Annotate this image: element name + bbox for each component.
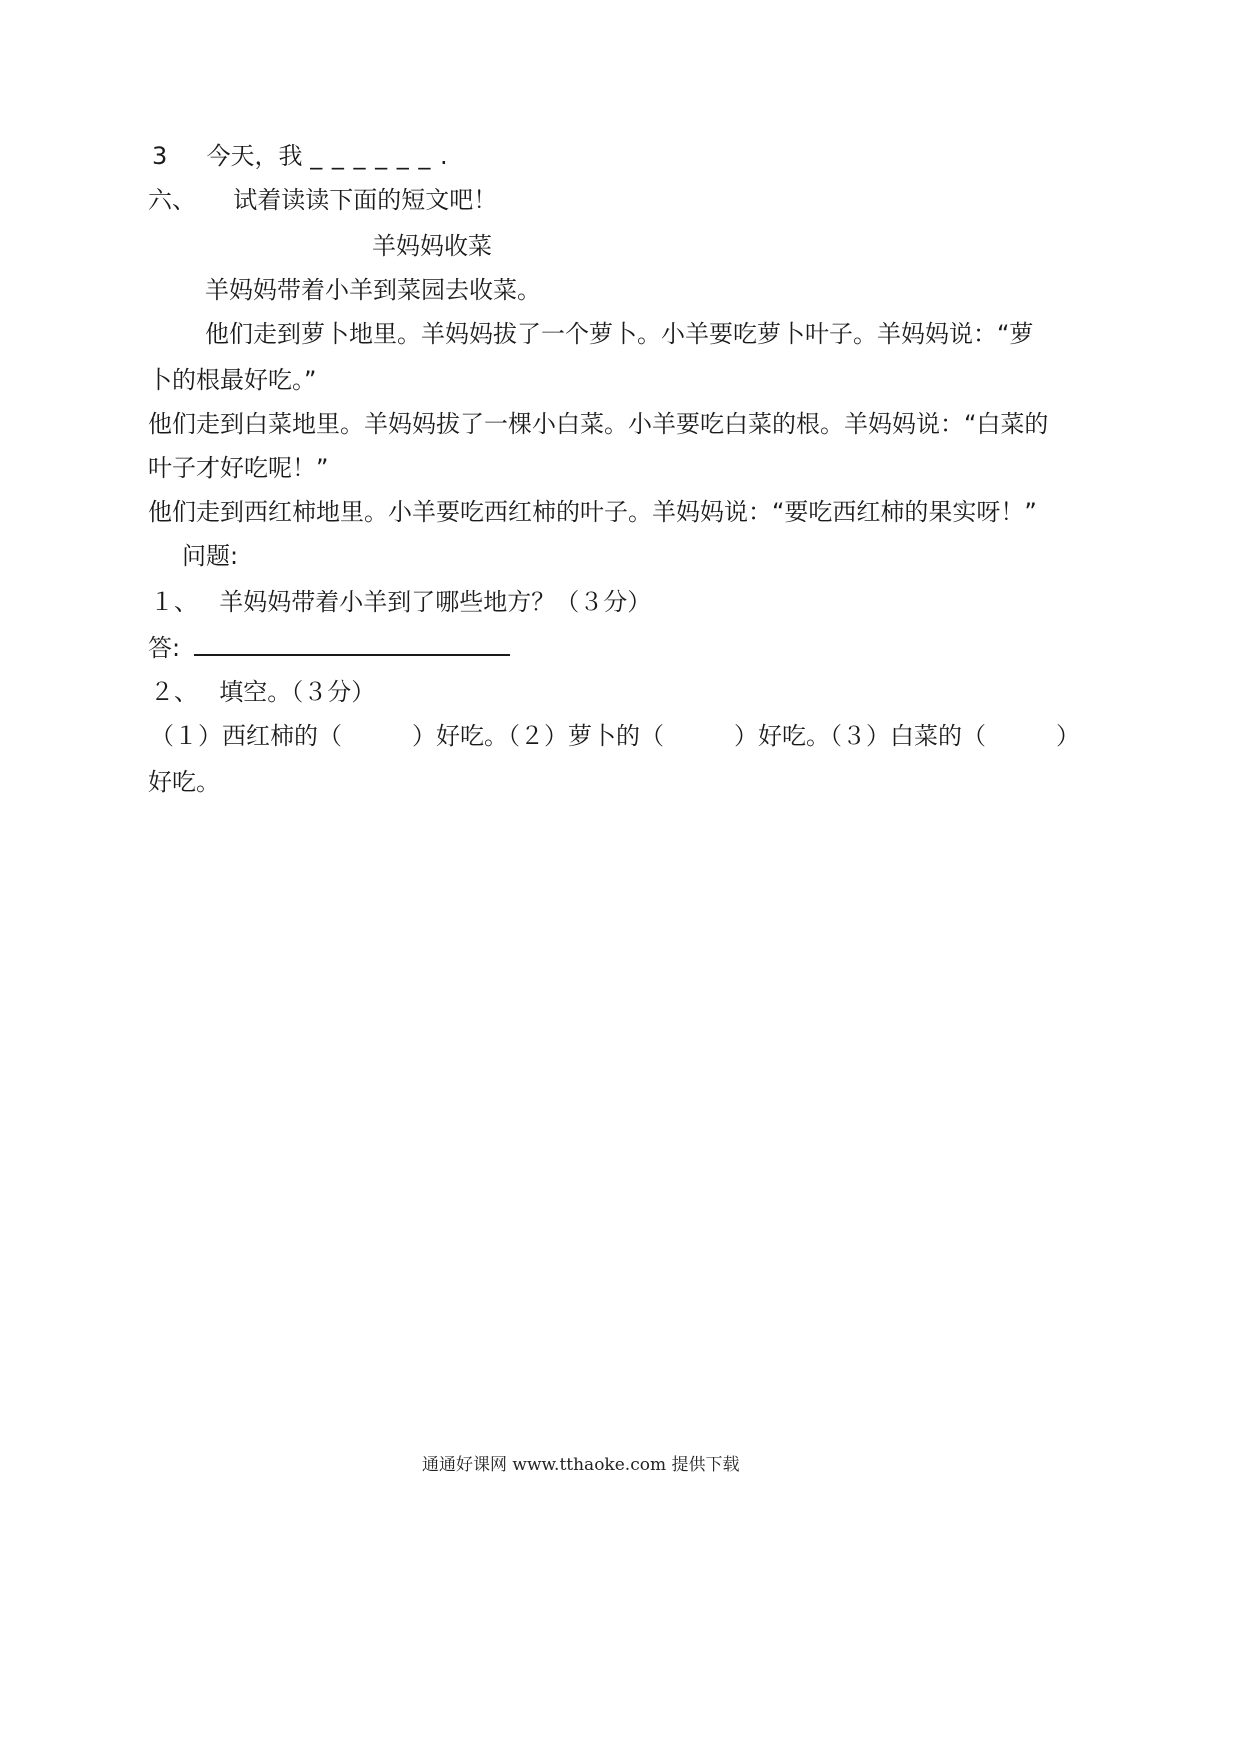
question-number: ２、 [150,678,198,706]
story-paragraph-3-line-1: 他们走到白菜地里。羊妈妈拔了一棵小白菜。小羊要吃白菜的根。羊妈妈说：“白菜的 [148,410,1049,438]
fill-part-1-lead: （１）西红柿的（ [150,722,342,750]
answer-blank-line[interactable] [194,630,510,656]
story-title: 羊妈妈收菜 [372,232,492,260]
story-paragraph-4: 他们走到西红柿地里。小羊要吃西红柿的叶子。羊妈妈说：“要吃西红柿的果实呀！” [148,498,1037,526]
fill-blank: _ _ _ _ _ _ . [310,142,449,170]
section-six-heading [148,184,497,216]
question-text: 填空。（３分） [219,678,376,706]
question-2 [150,676,375,708]
story-paragraph-3-line-2: 叶子才好吃呢！” [148,454,329,482]
item-number: 3 [152,142,168,170]
story-paragraph-1: 羊妈妈带着小羊到菜园去收菜。 [205,276,541,304]
page-footer-credit: 通通好课网 www.tthaoke.com 提供下载 [422,1455,740,1475]
answer-label: 答: [148,634,181,662]
fill-blank-row [150,720,1080,752]
section-number: 六、 [148,186,196,214]
fill-part-3-lead: ）好吃。（３）白菜的（ [734,722,986,750]
fill-part-2-lead: ）好吃。（２）萝卜的（ [412,722,664,750]
sentence-item-3 [152,140,449,172]
questions-heading: 问题: [182,542,239,570]
story-paragraph-2-line-2: 卜的根最好吃。” [148,366,317,394]
fill-close-paren: ） [1056,722,1080,750]
question-1 [150,586,651,618]
fill-blank-row-end: 好吃。 [148,768,220,796]
story-paragraph-2-line-1: 他们走到萝卜地里。羊妈妈拔了一个萝卜。小羊要吃萝卜叶子。羊妈妈说：“萝 [205,320,1034,348]
answer-row [148,630,510,664]
item-text: 今天，我 [206,142,303,170]
section-instruction: 试着读读下面的短文吧！ [233,186,498,214]
question-text: 羊妈妈带着小羊到了哪些地方？（３分） [219,588,652,616]
question-number: １、 [150,588,198,616]
